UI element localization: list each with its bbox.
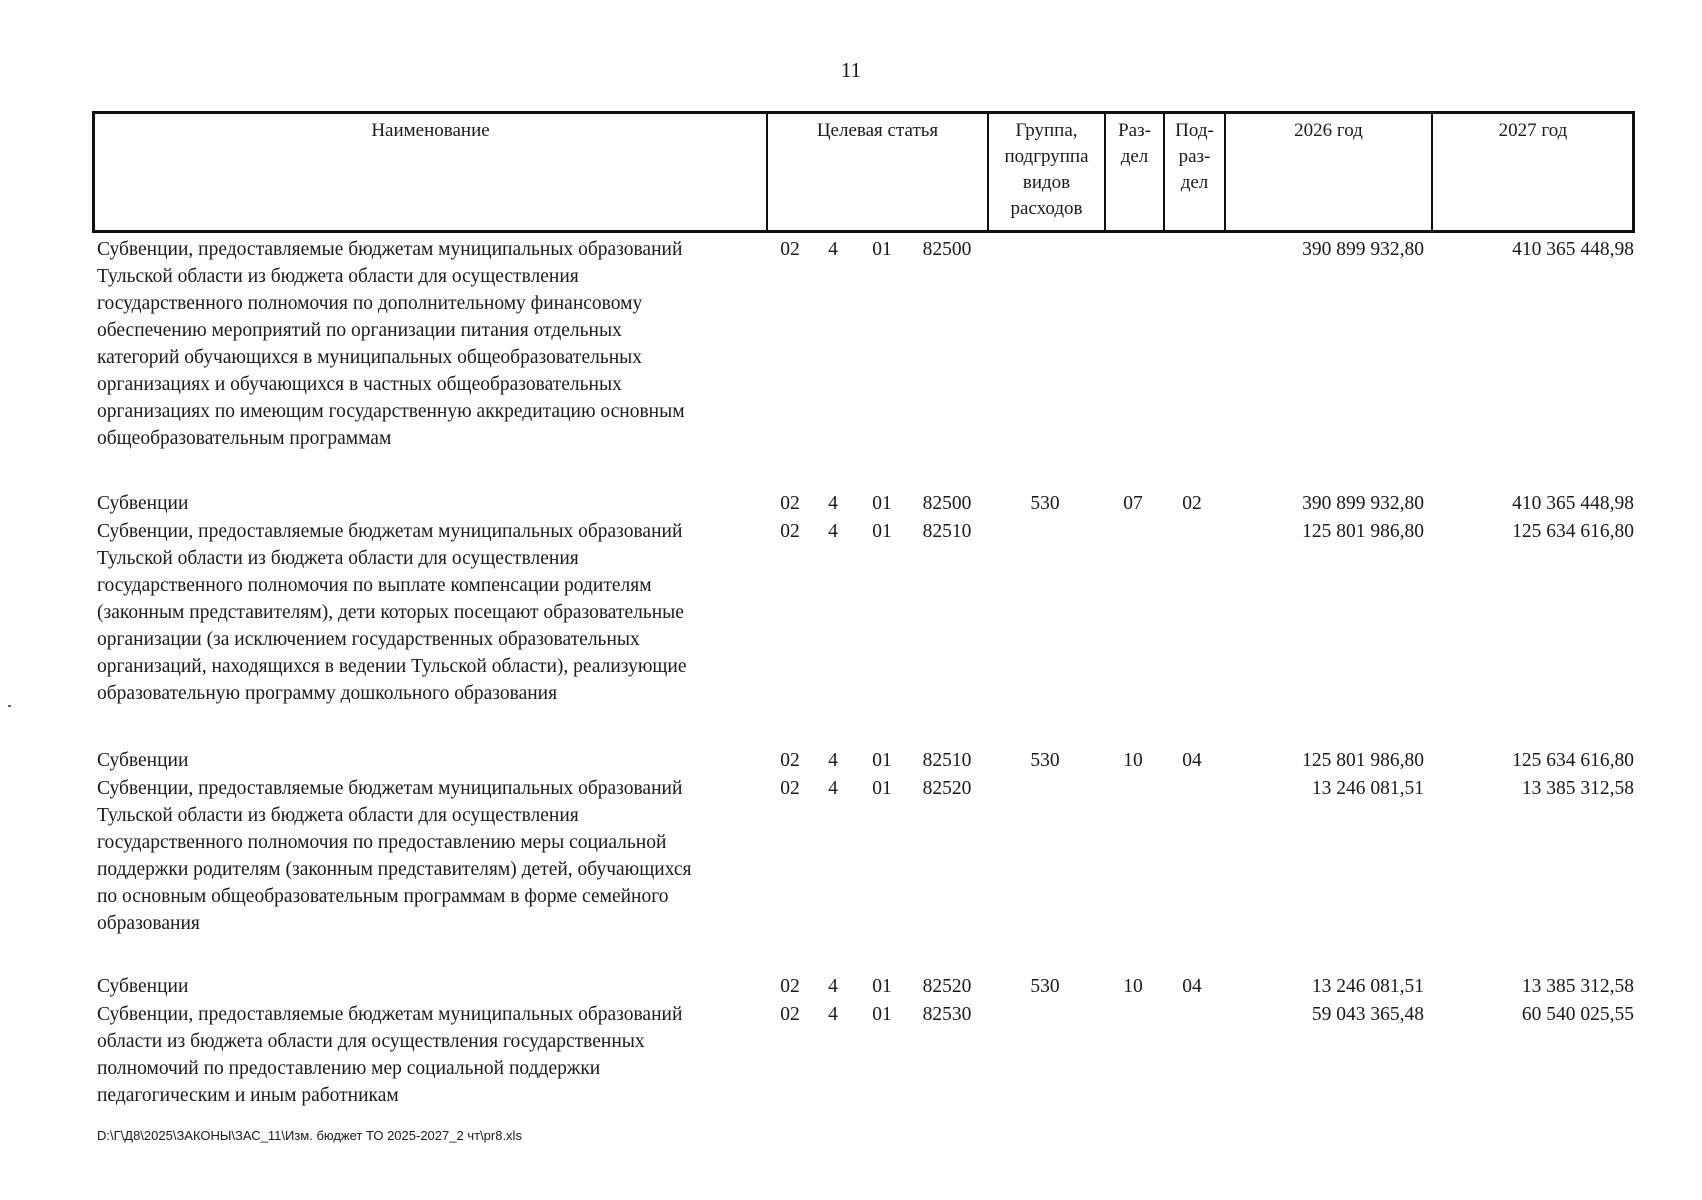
row-name: Субвенции, предоставляемые бюджетам муниципальных образований Тульской области из бюджета области для осуществления государственного полномочия по выплате компенсации родителям (законным представителям), дети которых посещают образовательные организации (за исключением государственных образовательных организаций, находящихся в ведении Тульской области), реализующие образовательную программу дошкольного образования [97, 521, 687, 704]
amount-2027: 410 365 448,98 [1512, 239, 1634, 260]
razdel: 10 [1123, 976, 1143, 997]
target-article-program: 02 [780, 976, 800, 997]
amount-2026: 59 043 365,48 [1311, 1004, 1424, 1025]
amount-2026: 13 246 081,51 [1311, 778, 1424, 799]
target-article-direction: 82530 [922, 1004, 972, 1025]
target-article-direction: 82510 [922, 521, 972, 542]
amount-2026: 125 801 986,80 [1302, 521, 1424, 542]
row-name: Субвенции, предоставляемые бюджетам муниципальных образований области из бюджета области для осуществления государственных полномочий по предоставлению мер социальной поддержки педагогическим и иным работникам [97, 1004, 683, 1106]
target-article-subprogram: 01 [872, 976, 892, 997]
amount-2026: 125 801 986,80 [1302, 750, 1424, 771]
target-article-subprogram: 01 [872, 521, 892, 542]
header-razdel: Раз- дел [1118, 120, 1151, 167]
row-name: Субвенции, предоставляемые бюджетам муниципальных образований Тульской области из бюджета области для осуществления государственного полномочия по дополнительному финансовому обеспечению мероприятий по организации питания отдельных категорий обучающихся в муниципальных общеобразовательных организациях и обучающихся в частных общеобразовательных организациях по имеющим государственную аккредитацию основным общеобразовательным программам [97, 239, 685, 449]
target-article-type: 4 [828, 521, 838, 542]
target-article-direction: 82520 [922, 778, 972, 799]
row-name: Субвенции [97, 493, 189, 514]
scan-speck [8, 705, 11, 707]
amount-2027: 125 634 616,80 [1512, 521, 1634, 542]
file-path-footer: D:\Г\Д8\2025\ЗАКОНЫ\ЗАС_11\Изм. бюджет ТО 2025-2027_2 чт\pr8.xls [97, 1128, 522, 1143]
amount-2027: 60 540 025,55 [1521, 1004, 1634, 1025]
amount-2026: 390 899 932,80 [1302, 493, 1424, 514]
header-target-article: Целевая статья [816, 120, 939, 141]
target-article-direction: 82520 [922, 976, 972, 997]
target-article-type: 4 [828, 976, 838, 997]
amount-2026: 390 899 932,80 [1302, 239, 1424, 260]
target-article-program: 02 [780, 239, 800, 260]
header-name: Наименование [371, 120, 490, 141]
header-expense-group: Группа, подгруппа видов расходов [1004, 120, 1089, 219]
amount-2027: 410 365 448,98 [1512, 493, 1634, 514]
amount-2026: 13 246 081,51 [1311, 976, 1424, 997]
target-article-type: 4 [828, 750, 838, 771]
target-article-subprogram: 01 [872, 750, 892, 771]
amount-2027: 125 634 616,80 [1512, 750, 1634, 771]
target-article-program: 02 [780, 1004, 800, 1025]
row-name: Субвенции, предоставляемые бюджетам муниципальных образований Тульской области из бюджета области для осуществления государственного полномочия по предоставлению меры социальной поддержки родителям (законным представителям) детей, обучающихся по основным общеобразовательным программам в форме семейного образования [97, 778, 692, 934]
target-article-direction: 82500 [922, 493, 972, 514]
amount-2027: 13 385 312,58 [1521, 778, 1634, 799]
target-article-program: 02 [780, 521, 800, 542]
row-name: Субвенции [97, 750, 189, 771]
target-article-program: 02 [780, 750, 800, 771]
podrazdel: 04 [1182, 750, 1202, 771]
expense-group: 530 [1030, 976, 1060, 997]
target-article-subprogram: 01 [872, 778, 892, 799]
target-article-type: 4 [828, 778, 838, 799]
expense-group: 530 [1030, 750, 1060, 771]
page-number: 11 [840, 58, 862, 82]
target-article-subprogram: 01 [872, 239, 892, 260]
target-article-type: 4 [828, 1004, 838, 1025]
razdel: 10 [1123, 750, 1143, 771]
target-article-program: 02 [780, 778, 800, 799]
podrazdel: 04 [1182, 976, 1202, 997]
target-article-direction: 82500 [922, 239, 972, 260]
amount-2027: 13 385 312,58 [1521, 976, 1634, 997]
razdel: 07 [1123, 493, 1143, 514]
podrazdel: 02 [1182, 493, 1202, 514]
target-article-type: 4 [828, 493, 838, 514]
expense-group: 530 [1030, 493, 1060, 514]
target-article-type: 4 [828, 239, 838, 260]
table-header [92, 111, 1635, 233]
header-year-2027: 2027 год [1498, 120, 1568, 141]
header-podrazdel: Под- раз- дел [1175, 120, 1214, 193]
target-article-subprogram: 01 [872, 493, 892, 514]
target-article-direction: 82510 [922, 750, 972, 771]
target-article-subprogram: 01 [872, 1004, 892, 1025]
row-name: Субвенции [97, 976, 189, 997]
header-year-2026: 2026 год [1294, 120, 1363, 141]
target-article-program: 02 [780, 493, 800, 514]
